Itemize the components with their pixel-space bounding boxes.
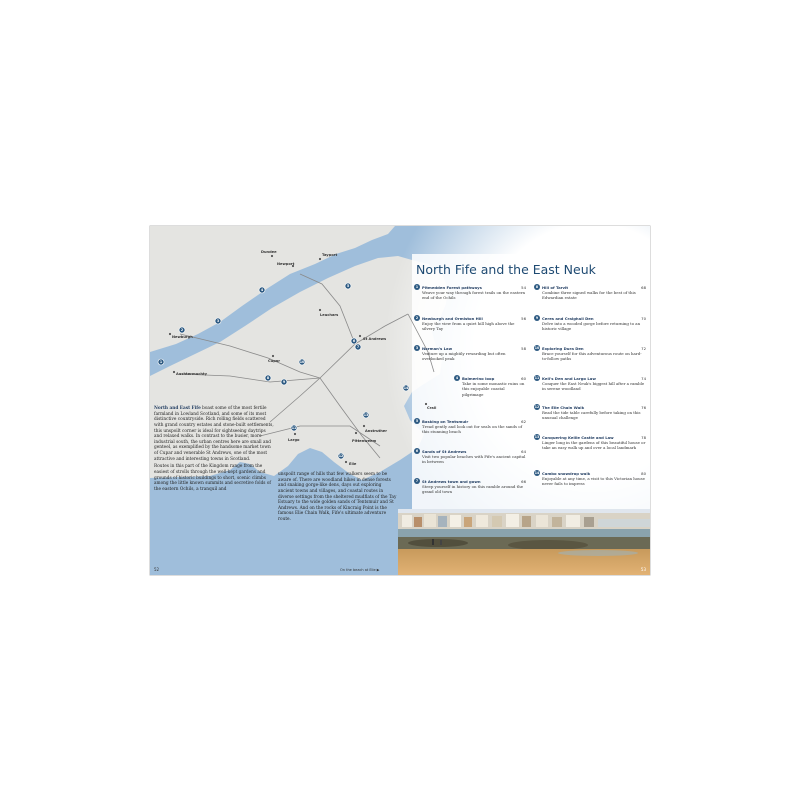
svg-text:Auchtermuchty: Auchtermuchty bbox=[176, 372, 208, 376]
svg-text:13: 13 bbox=[363, 413, 369, 418]
route-name: The Elie Chain Walk bbox=[542, 404, 585, 410]
svg-text:Pittenweem: Pittenweem bbox=[352, 439, 377, 443]
route-item-13[interactable] bbox=[534, 434, 646, 451]
route-desc: Weave your way through forest trails on the eastern end of the Ochils bbox=[422, 290, 526, 301]
route-item-10[interactable] bbox=[534, 345, 646, 362]
route-name: Norman's Law bbox=[422, 345, 453, 351]
route-name: Cambo snowdrop walk bbox=[542, 470, 591, 476]
route-page: 64 bbox=[521, 448, 526, 454]
map-marker-5[interactable] bbox=[345, 283, 351, 289]
route-page: 74 bbox=[641, 375, 646, 381]
route-page: 56 bbox=[521, 315, 526, 321]
map-marker-2[interactable] bbox=[179, 327, 185, 333]
route-number: 9 bbox=[535, 316, 539, 320]
svg-text:Anstruther: Anstruther bbox=[365, 429, 388, 433]
route-number: 2 bbox=[415, 316, 419, 320]
page-number-left: 52 bbox=[154, 567, 160, 572]
route-name: Sands of St Andrews bbox=[422, 448, 467, 454]
svg-text:Tayport: Tayport bbox=[322, 253, 338, 257]
route-item-6[interactable] bbox=[414, 448, 526, 465]
route-page: 60 bbox=[521, 375, 526, 381]
route-page: 76 bbox=[641, 404, 646, 410]
route-name: Hill of Tarvit bbox=[542, 284, 569, 290]
route-desc: Delve into a wooded gorge before returning to an historic village bbox=[542, 321, 641, 332]
route-name: Exploring Dura Den bbox=[542, 345, 584, 351]
route-number: 11 bbox=[534, 376, 540, 380]
route-page: 54 bbox=[521, 284, 526, 290]
svg-text:3: 3 bbox=[216, 319, 220, 324]
route-item-12[interactable] bbox=[534, 404, 646, 421]
intro-text-col2 bbox=[278, 472, 398, 525]
route-item-1[interactable] bbox=[414, 284, 526, 301]
route-desc: Tread gently and look out for seals on the sands of this stunning beach bbox=[422, 424, 523, 435]
route-page: 78 bbox=[641, 434, 646, 440]
route-name: Basking on Tentsmuir bbox=[422, 418, 469, 424]
svg-text:St Andrews: St Andrews bbox=[363, 337, 387, 341]
svg-text:6: 6 bbox=[352, 339, 356, 344]
route-page: 70 bbox=[641, 315, 646, 321]
route-page: 66 bbox=[521, 478, 526, 484]
route-number: 3 bbox=[415, 346, 419, 350]
svg-text:10: 10 bbox=[299, 360, 305, 365]
map-marker-7[interactable] bbox=[355, 344, 361, 350]
route-desc: Take in some monastic ruins on this enjoyable coastal pilgrimage bbox=[462, 381, 525, 397]
route-desc: Read the tide table carefully before taking on this unusual challenge bbox=[542, 410, 641, 421]
route-item-11[interactable] bbox=[534, 375, 646, 392]
photo-caption: On the beach at Elie ▶ bbox=[340, 568, 380, 572]
route-number: 8 bbox=[535, 285, 539, 289]
route-item-14[interactable] bbox=[534, 470, 646, 487]
book-spread bbox=[150, 226, 650, 575]
map-marker-11[interactable] bbox=[291, 425, 297, 431]
route-name: St Andrews town and gown bbox=[422, 478, 481, 484]
map-marker-3[interactable] bbox=[215, 318, 221, 324]
route-desc: Enjoy the view from a quiet hill high above the silvery Tay bbox=[422, 321, 515, 332]
map-marker-4[interactable] bbox=[259, 287, 265, 293]
svg-text:Elie: Elie bbox=[349, 462, 357, 466]
map-marker-10[interactable] bbox=[299, 359, 305, 365]
route-item-3[interactable] bbox=[414, 345, 526, 362]
elie-beach-photo bbox=[398, 509, 650, 575]
route-page: 68 bbox=[641, 284, 646, 290]
page-title: North Fife and the East Neuk bbox=[416, 262, 596, 277]
route-item-7[interactable] bbox=[414, 478, 526, 495]
route-desc: Combine three signed walks for the best of this Edwardian estate bbox=[542, 290, 636, 301]
route-desc: Conquer the East Neuk's biggest hill after a ramble in serene woodland bbox=[542, 381, 645, 392]
route-name: Ceres and Craighall Den bbox=[542, 315, 594, 321]
route-number: 5 bbox=[415, 419, 419, 423]
svg-text:Leuchars: Leuchars bbox=[320, 313, 339, 317]
intro-paragraph-1: North and East Fife boast some of the most fertile farmland in Lowland Scotland, and some of its most distinctive countryside. Rich rolling fields scattered with grand country estates and stone-built settlements, this unspoilt corner is ideal for sightseeing daytrips and relaxed walks. In contrast to the busier, more industrial south, the urban centres here are small and genteel, as exemplified by the handsome market town of Cupar and venerable St Andrews, one of the most attractive and interesting towns in Scotland. bbox=[154, 406, 274, 462]
route-item-2[interactable] bbox=[414, 315, 526, 332]
route-desc: Brace yourself for this adventurous route on hard-to-follow paths bbox=[542, 351, 642, 362]
intro-text-col1 bbox=[154, 406, 274, 495]
route-number: 12 bbox=[534, 405, 540, 409]
route-name: Conquering Kellie Castle and Law bbox=[542, 434, 614, 440]
svg-text:14: 14 bbox=[403, 386, 409, 391]
intro-paragraph-3: unspoilt range of hills that few walkers seem to be aware of. There are woodland hikes in dense forests and snaking gorge-like dens, days out exploring ancient towns and villages, and coastal routes in diverse settings from the sheltered mudflats of the Tay Estuary to the wide golden sands of Tentsmuir and St Andrews. And on the rocks of Kincraig Point is the famous Elie Chain Walk, Fife's ultimate adventure route. bbox=[278, 472, 397, 523]
svg-text:Newport: Newport bbox=[277, 262, 295, 266]
route-page: 80 bbox=[641, 470, 646, 476]
route-desc: Visit two popular beaches with Fife's ancient capital in between bbox=[422, 454, 526, 465]
svg-text:2: 2 bbox=[180, 328, 184, 333]
route-name: Newburgh and Ormiston Hill bbox=[422, 315, 483, 321]
route-page: 58 bbox=[521, 345, 526, 351]
intro-lead: North and East Fife bbox=[154, 406, 201, 411]
svg-text:1: 1 bbox=[159, 360, 163, 365]
svg-text:11: 11 bbox=[291, 426, 297, 431]
map-marker-8[interactable] bbox=[265, 375, 271, 381]
route-item-5[interactable] bbox=[414, 418, 526, 435]
route-page: 72 bbox=[641, 345, 646, 351]
page-number-right: 53 bbox=[640, 567, 646, 572]
route-item-9[interactable] bbox=[534, 315, 646, 332]
route-number: 10 bbox=[534, 346, 540, 350]
svg-text:Dundee: Dundee bbox=[261, 250, 277, 254]
route-desc: Venture up a mightily rewarding but often overlooked peak bbox=[422, 351, 506, 362]
route-name: Balmerino loop bbox=[462, 375, 495, 381]
map-marker-6[interactable] bbox=[351, 338, 357, 344]
map-marker-1[interactable] bbox=[158, 359, 164, 365]
route-number: 14 bbox=[534, 471, 540, 475]
svg-text:Crail: Crail bbox=[427, 406, 437, 410]
route-desc: Enjoyable at any time, a visit to this Victorian house never fails to impress bbox=[542, 476, 645, 487]
svg-text:9: 9 bbox=[282, 380, 286, 385]
svg-text:Cupar: Cupar bbox=[268, 359, 280, 363]
svg-text:5: 5 bbox=[346, 284, 350, 289]
route-number: 7 bbox=[415, 479, 419, 483]
route-page: 62 bbox=[521, 418, 526, 424]
route-desc: Steep yourself in history on this ramble around the grand old town bbox=[422, 484, 524, 495]
svg-text:Newburgh: Newburgh bbox=[172, 335, 193, 339]
intro-paragraph-2: Routes in this part of the Kingdom range from the easiest of strolls through the well-kept gardens and grounds of historic buildings to short, scenic climbs among the little known summits and secretive folds of the eastern Ochils, a tranquil and bbox=[154, 464, 271, 492]
route-item-8[interactable] bbox=[534, 284, 646, 301]
route-desc: Linger long in the gardens of this beautiful house or take an easy walk up and over a local landmark bbox=[542, 440, 646, 451]
svg-text:8: 8 bbox=[266, 376, 270, 381]
route-number: 13 bbox=[534, 435, 540, 439]
map-marker-13[interactable] bbox=[363, 412, 369, 418]
route-item-4[interactable] bbox=[454, 375, 526, 397]
route-number: 1 bbox=[415, 285, 419, 289]
map-marker-9[interactable] bbox=[281, 379, 287, 385]
route-name: Pitmedden Forest pathways bbox=[422, 284, 482, 290]
svg-text:Largo: Largo bbox=[288, 438, 300, 442]
town-auchtermuchty bbox=[173, 371, 208, 376]
map-marker-12[interactable] bbox=[338, 453, 344, 459]
svg-text:12: 12 bbox=[338, 454, 344, 459]
map-marker-14[interactable] bbox=[403, 385, 409, 391]
route-number: 4 bbox=[455, 376, 459, 380]
route-number: 6 bbox=[415, 449, 419, 453]
svg-text:4: 4 bbox=[260, 288, 264, 293]
svg-text:7: 7 bbox=[356, 345, 360, 350]
route-name: Keil's Den and Largo Law bbox=[542, 375, 596, 381]
